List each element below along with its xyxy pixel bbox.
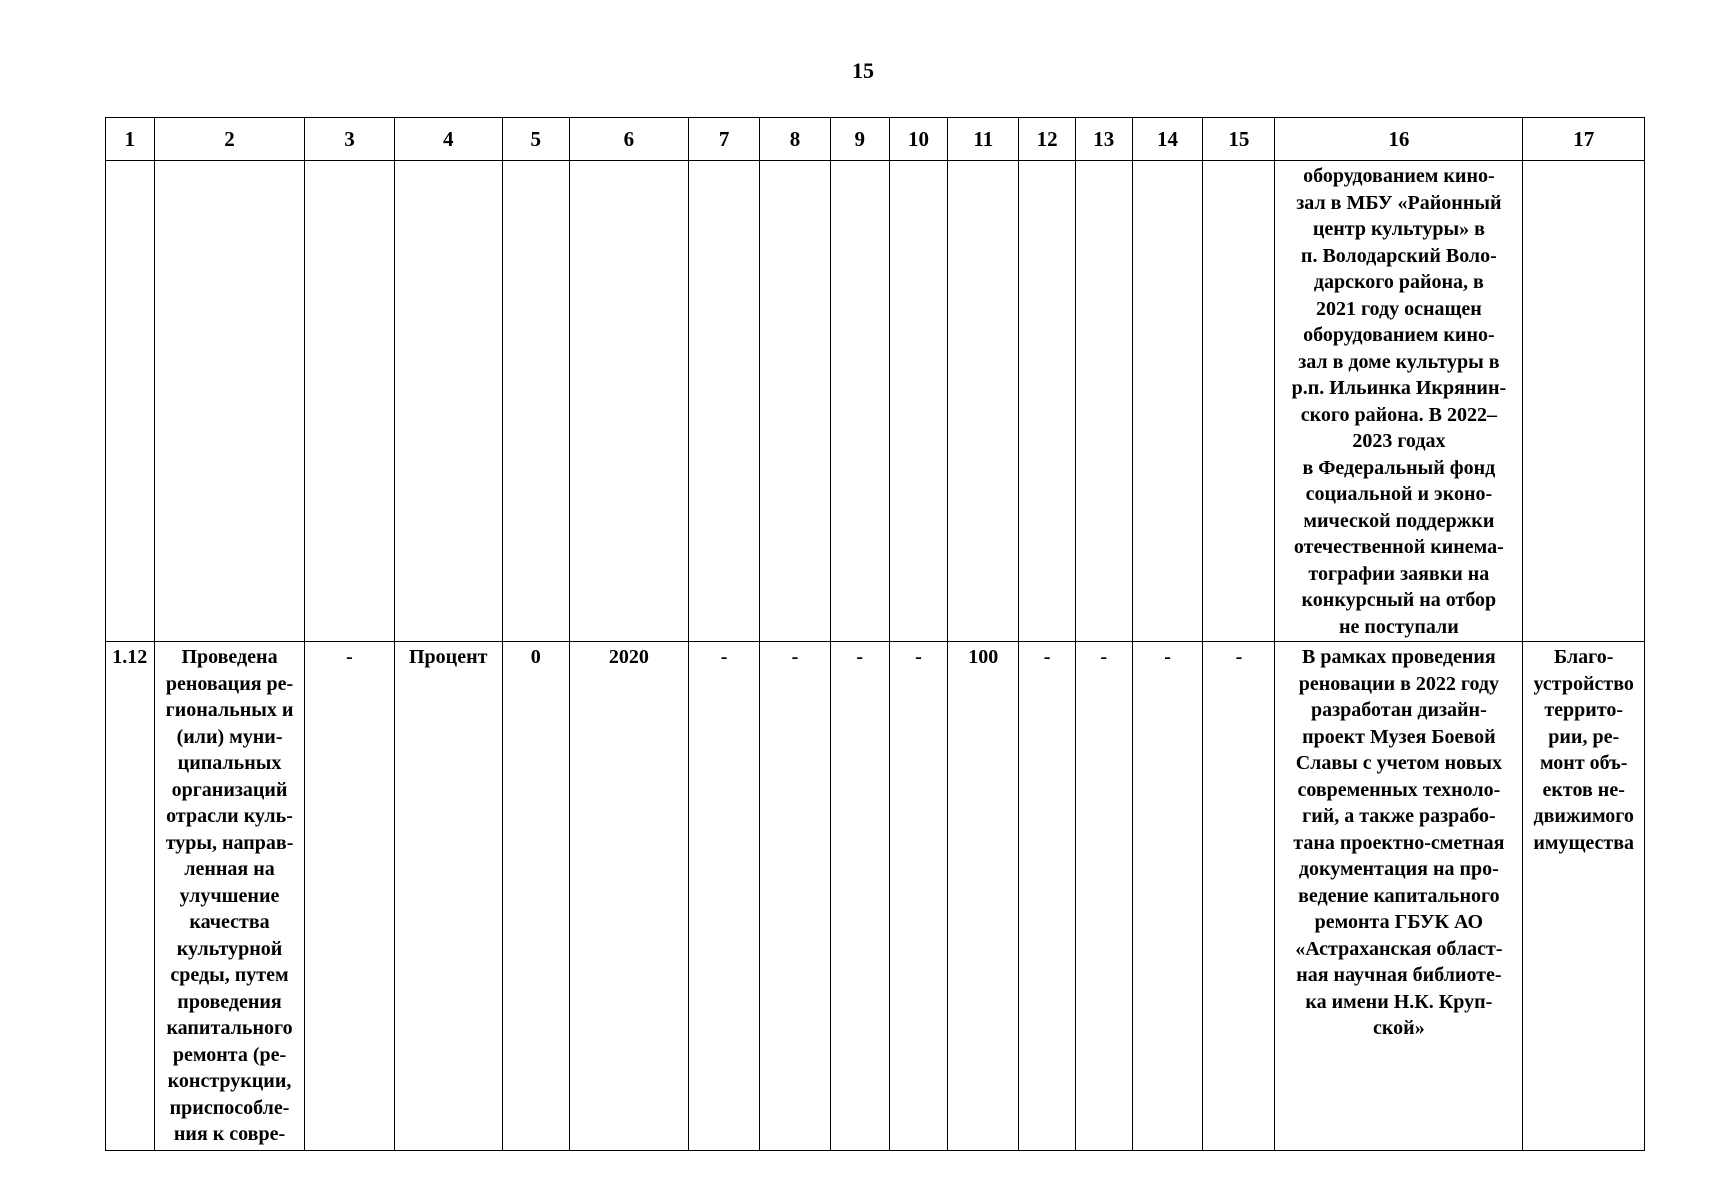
unit-cell — [394, 642, 502, 1151]
row-id-cell — [106, 642, 155, 1151]
table-cell — [689, 161, 760, 642]
table-row-continuation — [106, 161, 1645, 642]
result-description-text: В рамках проведения реновации в 2022 году разработан дизайн- проект Музея Боевой Славы с учетом новых современных техноло- гий, а также разрабо- тана проектно-сметная документация на про- ведение капитального ремонта ГБУК АО «Астраханская област- ная научная библиоте- ка имени Н.К. Круп- ской» — [1293, 646, 1505, 1039]
cell-value: - — [856, 646, 864, 668]
table-row-1-12 — [106, 642, 1645, 1151]
table-cell — [830, 161, 889, 642]
table-cell — [106, 161, 155, 642]
result-description-text: оборудованием кино- зал в МБУ «Районный центр культуры» в п. Володарский Воло- дарского района, в 2021 году оснащен оборудованием кино- зал в доме культуры в р.п. Ильинка Икрянин- ского района. В 2022– 2023 годах в Федеральный фонд социальной и эконо- мической поддержки отечественной кинема- тографии заявки на конкурсный на отбор не поступали — [1291, 165, 1507, 638]
cell-value: - — [791, 646, 799, 668]
indicator-name-cell — [154, 642, 305, 1151]
table-cell — [689, 642, 760, 1151]
column-header: 11 — [948, 118, 1019, 161]
column-header: 8 — [760, 118, 831, 161]
indicator-name-text: Проведена реновация ре- гиональных и (или) муни- ципальных организаций отрасли куль- туры, направ- ленная на улучшение качества культурной среды, путем проведения капитального ремонта (ре- конструкции, приспособле- ния к совре- — [165, 646, 294, 1145]
table-cell — [502, 161, 569, 642]
activity-text: Благо- устройство террито- рии, ре- монт объ- ектов не- движимого имущества — [1533, 646, 1635, 854]
cell-value: - — [1043, 646, 1051, 668]
column-header: 17 — [1523, 118, 1645, 161]
column-header: 13 — [1075, 118, 1132, 161]
column-header: 3 — [305, 118, 394, 161]
column-header: 2 — [154, 118, 305, 161]
activity-cell — [1523, 642, 1645, 1151]
table-cell — [1019, 642, 1076, 1151]
result-description-cell — [1275, 642, 1523, 1151]
base-value: 0 — [530, 646, 541, 668]
cell-value: - — [1100, 646, 1108, 668]
row-id: 1.12 — [112, 646, 148, 668]
cell-value: - — [915, 646, 922, 668]
column-header: 10 — [889, 118, 948, 161]
table-cell — [830, 642, 889, 1151]
cell-value: - — [1164, 646, 1171, 668]
table-header-row — [106, 118, 1645, 161]
table-cell — [760, 161, 831, 642]
table-cell — [1132, 161, 1203, 642]
column-header: 4 — [394, 118, 502, 161]
result-description-cell — [1275, 161, 1523, 642]
base-year: 2020 — [608, 646, 649, 668]
report-table — [105, 117, 1645, 1151]
table-cell — [394, 161, 502, 642]
table-cell — [1019, 161, 1076, 642]
table-cell — [154, 161, 305, 642]
column-header: 6 — [569, 118, 688, 161]
table-cell — [1132, 642, 1203, 1151]
table-cell — [889, 161, 948, 642]
column-header: 12 — [1019, 118, 1076, 161]
column-header: 7 — [689, 118, 760, 161]
table-cell — [1075, 161, 1132, 642]
table-cell — [948, 642, 1019, 1151]
page-number: 15 — [852, 58, 874, 83]
table-cell — [1075, 642, 1132, 1151]
column-header: 5 — [502, 118, 569, 161]
cell-value: - — [1235, 646, 1243, 668]
base-value-cell — [502, 642, 569, 1151]
column-header: 9 — [830, 118, 889, 161]
column-header: 1 — [106, 118, 155, 161]
table-cell — [1523, 161, 1645, 642]
table-cell — [1203, 642, 1275, 1151]
column-header: 14 — [1132, 118, 1203, 161]
column-header: 15 — [1203, 118, 1275, 161]
table-cell — [305, 161, 394, 642]
base-year-cell — [569, 642, 688, 1151]
cell-value: - — [346, 646, 353, 668]
table-cell — [948, 161, 1019, 642]
table-cell — [569, 161, 688, 642]
cell-value: - — [720, 646, 728, 668]
column-header: 16 — [1275, 118, 1523, 161]
cell-value: 100 — [968, 646, 999, 668]
unit-value: Процент — [408, 646, 488, 668]
table-cell — [889, 642, 948, 1151]
table-cell — [305, 642, 394, 1151]
table-cell — [1203, 161, 1275, 642]
table-cell — [760, 642, 831, 1151]
